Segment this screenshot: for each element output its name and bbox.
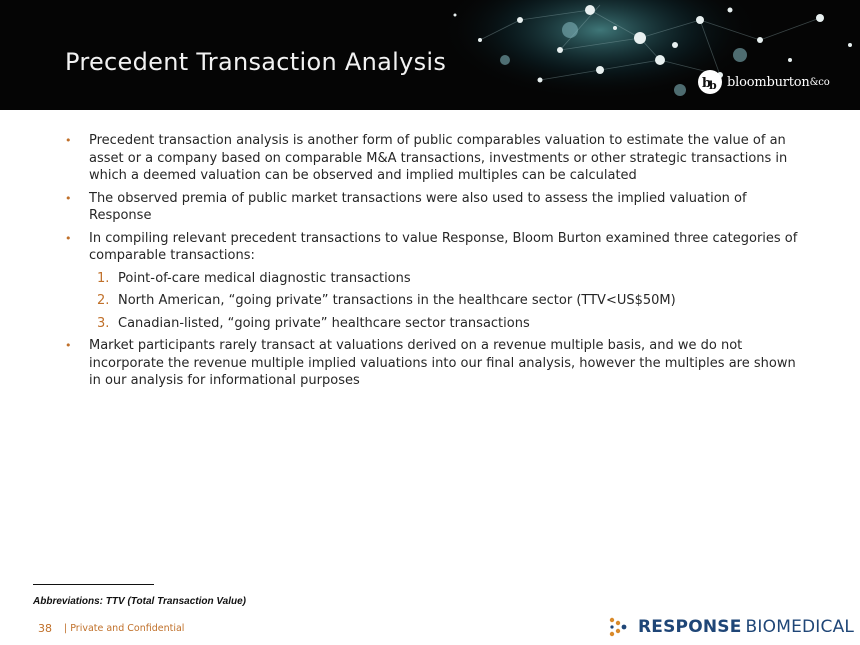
bb-mark-icon [698, 70, 722, 94]
page-number: 38 [38, 622, 52, 635]
bullet-dot-icon: • [65, 191, 72, 205]
bullet-text: Precedent transaction analysis is another form of public comparables valuation to estimate the value of an asset or a company based on comparable M&A transactions, investments or other strategic transactions in which a deemed valuation can be observed and implied multiples can be calculated [89, 133, 788, 183]
item-number: 2. [97, 293, 110, 308]
svg-text:b: b [709, 79, 717, 92]
numbered-item [63, 292, 803, 310]
page-title: Precedent Transaction Analysis [65, 48, 447, 76]
bb-wordmark: bloomburton [727, 74, 810, 90]
bullet-dot-icon: • [65, 231, 72, 245]
confidential-label: | Private and Confidential [64, 623, 185, 634]
item-number: 1. [97, 270, 110, 286]
brand-biomedical: BIOMEDICAL [745, 617, 855, 637]
item-text: North American, “going private” transactions in the healthcare sector (TTV<US$50M) [118, 293, 676, 308]
item-text: Canadian-listed, “going private” healthcare sector transactions [118, 315, 530, 331]
bullet-text: The observed premia of public market transactions were also used to assess the implied valuation of Response [89, 190, 747, 223]
bullet-dot-icon: • [65, 134, 72, 147]
response-mark-icon [608, 616, 630, 638]
bullet-text: In compiling relevant precedent transactions to value Response, Bloom Burton examined three categories of comparable transactions: [89, 230, 798, 263]
content-body [63, 132, 803, 395]
bullet-item [63, 132, 803, 185]
numbered-item [63, 315, 803, 333]
numbered-item [63, 270, 803, 288]
bullet-dot-icon: • [65, 339, 72, 352]
bullet-text: Market participants rarely transact at valuations derived on a revenue multiple basis, and we do not incorporate the revenue multiple implied valuations into our final analysis, however the multiples are shown in our analysis for informational purposes [89, 338, 796, 388]
header-banner [0, 0, 860, 110]
bloom-burton-logo [698, 67, 830, 97]
bullet-item [63, 190, 803, 225]
item-text: Point-of-care medical diagnostic transactions [118, 270, 411, 286]
svg-text:b: b [702, 76, 712, 91]
brand-response: RESPONSE [638, 617, 742, 637]
bullet-item [63, 337, 803, 390]
bb-wordmark-amp: &co [809, 76, 830, 88]
footnote: Abbreviations: TTV (Total Transaction Value) [33, 596, 246, 607]
response-biomedical-logo [608, 614, 854, 640]
item-number: 3. [97, 315, 110, 331]
bullet-item [63, 230, 803, 265]
footnote-divider [33, 584, 154, 585]
